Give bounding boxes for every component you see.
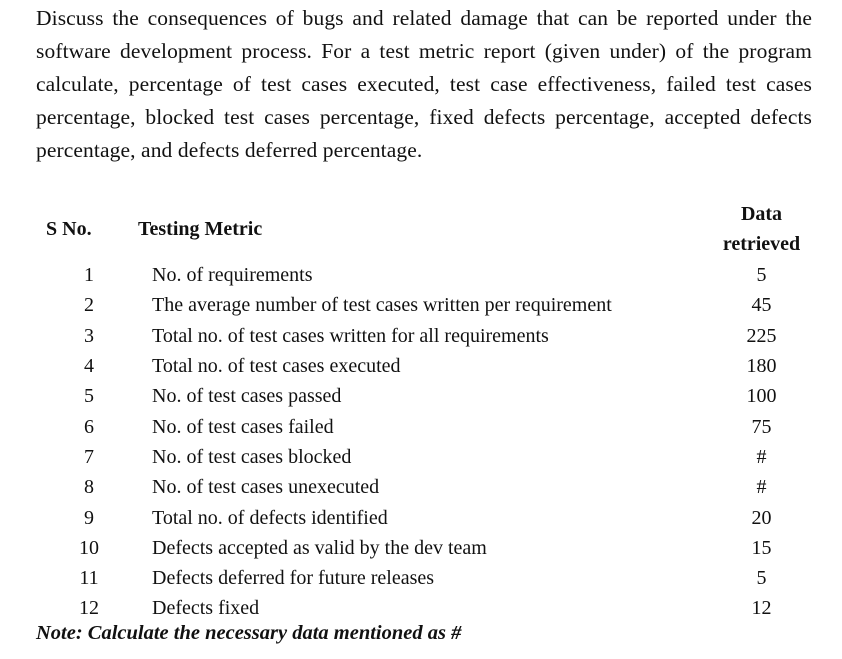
row-metric: The average number of test cases written per requirement — [152, 294, 612, 317]
row-sno: 1 — [84, 264, 94, 287]
row-sno: 2 — [84, 294, 94, 317]
row-value: 5 — [756, 264, 767, 287]
row-metric: Defects deferred for future releases — [152, 567, 435, 590]
row-sno: 6 — [84, 415, 94, 438]
table-row — [40, 411, 820, 441]
row-metric: No. of test cases unexecuted — [152, 476, 380, 499]
header-data-line1: Data — [740, 203, 783, 225]
row-sno: 7 — [84, 445, 94, 468]
table-row — [40, 290, 820, 320]
row-value: 75 — [751, 415, 772, 438]
table-row — [40, 321, 820, 351]
row-sno: 3 — [84, 324, 94, 347]
row-value: 5 — [756, 567, 767, 590]
table-header-row — [40, 198, 820, 260]
row-metric: Defects fixed — [152, 597, 260, 620]
table-row — [40, 502, 820, 532]
test-metric-table — [40, 198, 820, 624]
table-row — [40, 351, 820, 381]
row-metric: Defects accepted as valid by the dev team — [152, 536, 487, 559]
header-sno: S No. — [46, 217, 92, 240]
header-testing-metric: Testing Metric — [138, 217, 263, 240]
table-row — [40, 593, 820, 623]
row-sno: 4 — [84, 355, 94, 378]
row-metric: Total no. of defects identified — [152, 506, 388, 529]
row-value: 15 — [751, 536, 772, 559]
row-value: 180 — [746, 355, 777, 378]
question-paragraph: Discuss the consequences of bugs and related damage that can be reported under the software development process. For a test metric report (given under) of the program calculate, percentage of test cases executed, test case effectiveness, failed test cases percentage, blocked test cases percentage, fixed defects percentage, accepted defects percentage, and defects deferred percentage. — [36, 6, 812, 162]
row-value: 45 — [751, 294, 772, 317]
header-data-retrieved — [703, 198, 820, 260]
note-text: Note: Calculate the necessary data mentioned as # — [36, 622, 462, 644]
row-sno: 9 — [84, 506, 94, 529]
row-sno: 8 — [84, 476, 94, 499]
row-sno: 12 — [79, 597, 99, 620]
table-row — [40, 442, 820, 472]
row-sno: 11 — [79, 567, 99, 590]
row-metric: No. of test cases blocked — [152, 445, 352, 468]
row-sno: 10 — [79, 536, 99, 559]
header-data-line2: retrieved — [722, 233, 801, 255]
row-metric: Total no. of test cases executed — [152, 355, 401, 378]
table-row — [40, 381, 820, 411]
row-value: 20 — [751, 506, 772, 529]
row-value: # — [756, 476, 767, 499]
table-row — [40, 533, 820, 563]
row-sno: 5 — [84, 385, 94, 408]
row-value: # — [756, 445, 767, 468]
row-metric: No. of requirements — [152, 264, 313, 287]
table-row — [40, 563, 820, 593]
row-value: 225 — [746, 324, 777, 347]
table-row — [40, 260, 820, 290]
row-metric: No. of test cases passed — [152, 385, 342, 408]
table-row — [40, 472, 820, 502]
row-metric: Total no. of test cases written for all requirements — [152, 324, 549, 347]
row-value: 100 — [746, 385, 777, 408]
row-value: 12 — [751, 597, 772, 620]
row-metric: No. of test cases failed — [152, 415, 334, 438]
